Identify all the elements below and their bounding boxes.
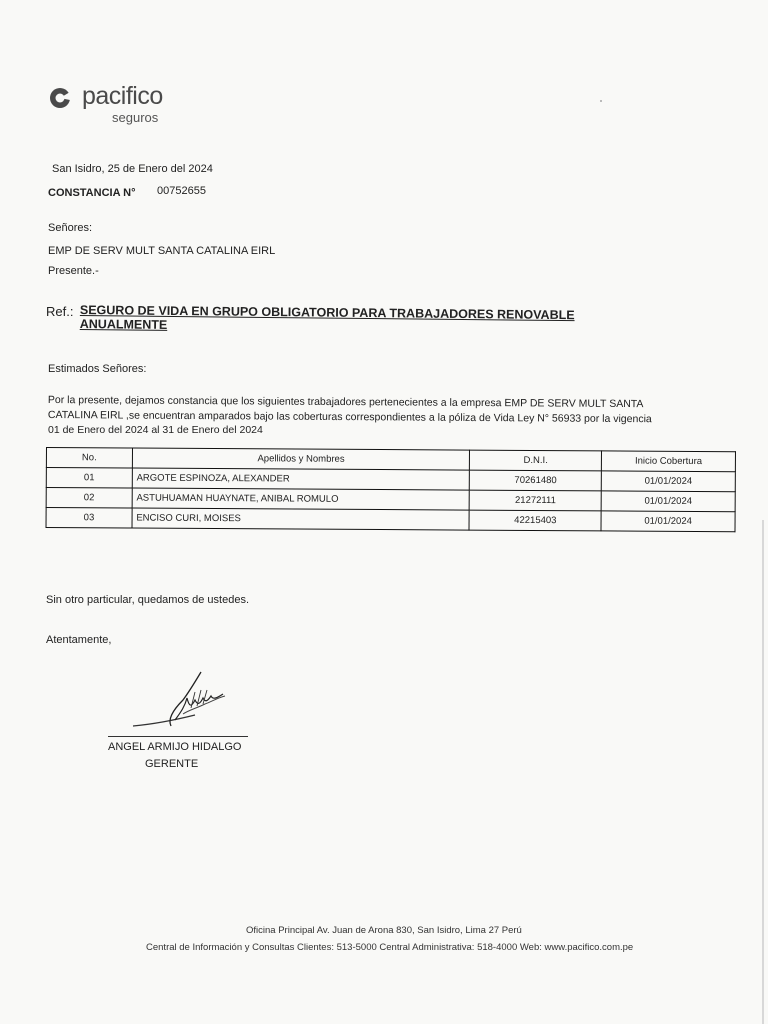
reference-label: Ref.: (46, 304, 74, 319)
row-start-date: 01/01/2024 (601, 471, 735, 492)
row-name: ASTUHUAMAN HUAYNATE, ANIBAL ROMULO (132, 488, 470, 510)
scan-edge-shadow (762, 520, 764, 1024)
header-names: Apellidos y Nombres (132, 448, 470, 470)
row-dni: 70261480 (470, 470, 602, 491)
body-paragraph (48, 393, 698, 438)
greeting: Estimados Señores: (48, 363, 147, 375)
place-date: San Isidro, 25 de Enero del 2024 (52, 163, 213, 175)
row-no: 01 (46, 468, 132, 489)
regards: Atentamente, (46, 634, 112, 646)
header-dni: D.N.I. (470, 450, 602, 471)
row-dni: 42215403 (469, 510, 601, 531)
reference-title: SEGURO DE VIDA EN GRUPO OBLIGATORIO PARA TRABAJADORES RENOVABLE ANUALMENTE (79, 303, 575, 332)
row-dni: 21272111 (470, 490, 602, 511)
row-name: ARGOTE ESPINOZA, ALEXANDER (132, 468, 470, 490)
logo-subtitle: seguros (112, 110, 159, 125)
footer-address: Oficina Principal Av. Juan de Arona 830, San Isidro, Lima 27 Perú (246, 925, 522, 936)
row-start-date: 01/01/2024 (601, 511, 735, 532)
signer-title: GERENTE (145, 758, 199, 770)
signer-name: ANGEL ARMIJO HIDALGO (108, 741, 242, 753)
signature-line (108, 736, 248, 737)
body-line-2: CATALINA EIRL ,se encuentran amparados bajo las coberturas correspondientes a la póliza de Vida Ley N° 56933 por la vigencia (47, 408, 652, 426)
logo-name: pacifico (82, 82, 163, 110)
salutation: Señores: (48, 222, 93, 234)
presente: Presente.- (48, 265, 99, 277)
row-no: 02 (46, 488, 132, 509)
body-line-1: Por la presente, dejamos constancia que los siguientes trabajadores pertenecientes a la empresa EMP DE SERV MULT SANTA (47, 393, 644, 411)
body-line-3: 01 de Enero del 2024 al 31 de Enero del 2024 (48, 424, 263, 436)
scan-speck (600, 100, 602, 102)
constancia-number: 00752655 (157, 185, 206, 197)
header-start-date: Inicio Cobertura (602, 451, 736, 472)
footer-contact: Central de Información y Consultas Clientes: 513-5000 Central Administrativa: 518-4000 Web: www.pacifico.com.pe (146, 942, 634, 953)
table-row (46, 508, 735, 532)
addressee-company: EMP DE SERV MULT SANTA CATALINA EIRL (48, 245, 276, 257)
row-name: ENCISO CURI, MOISES (132, 508, 470, 530)
row-no: 03 (46, 508, 132, 529)
closing-line: Sin otro particular, quedamos de ustedes. (46, 594, 250, 606)
row-start-date: 01/01/2024 (601, 491, 735, 512)
handwritten-signature (125, 668, 235, 732)
header-no: No. (46, 448, 132, 469)
constancia-label: CONSTANCIA N° (48, 187, 136, 199)
workers-table (46, 447, 736, 532)
pacifico-logo-icon (48, 86, 72, 110)
